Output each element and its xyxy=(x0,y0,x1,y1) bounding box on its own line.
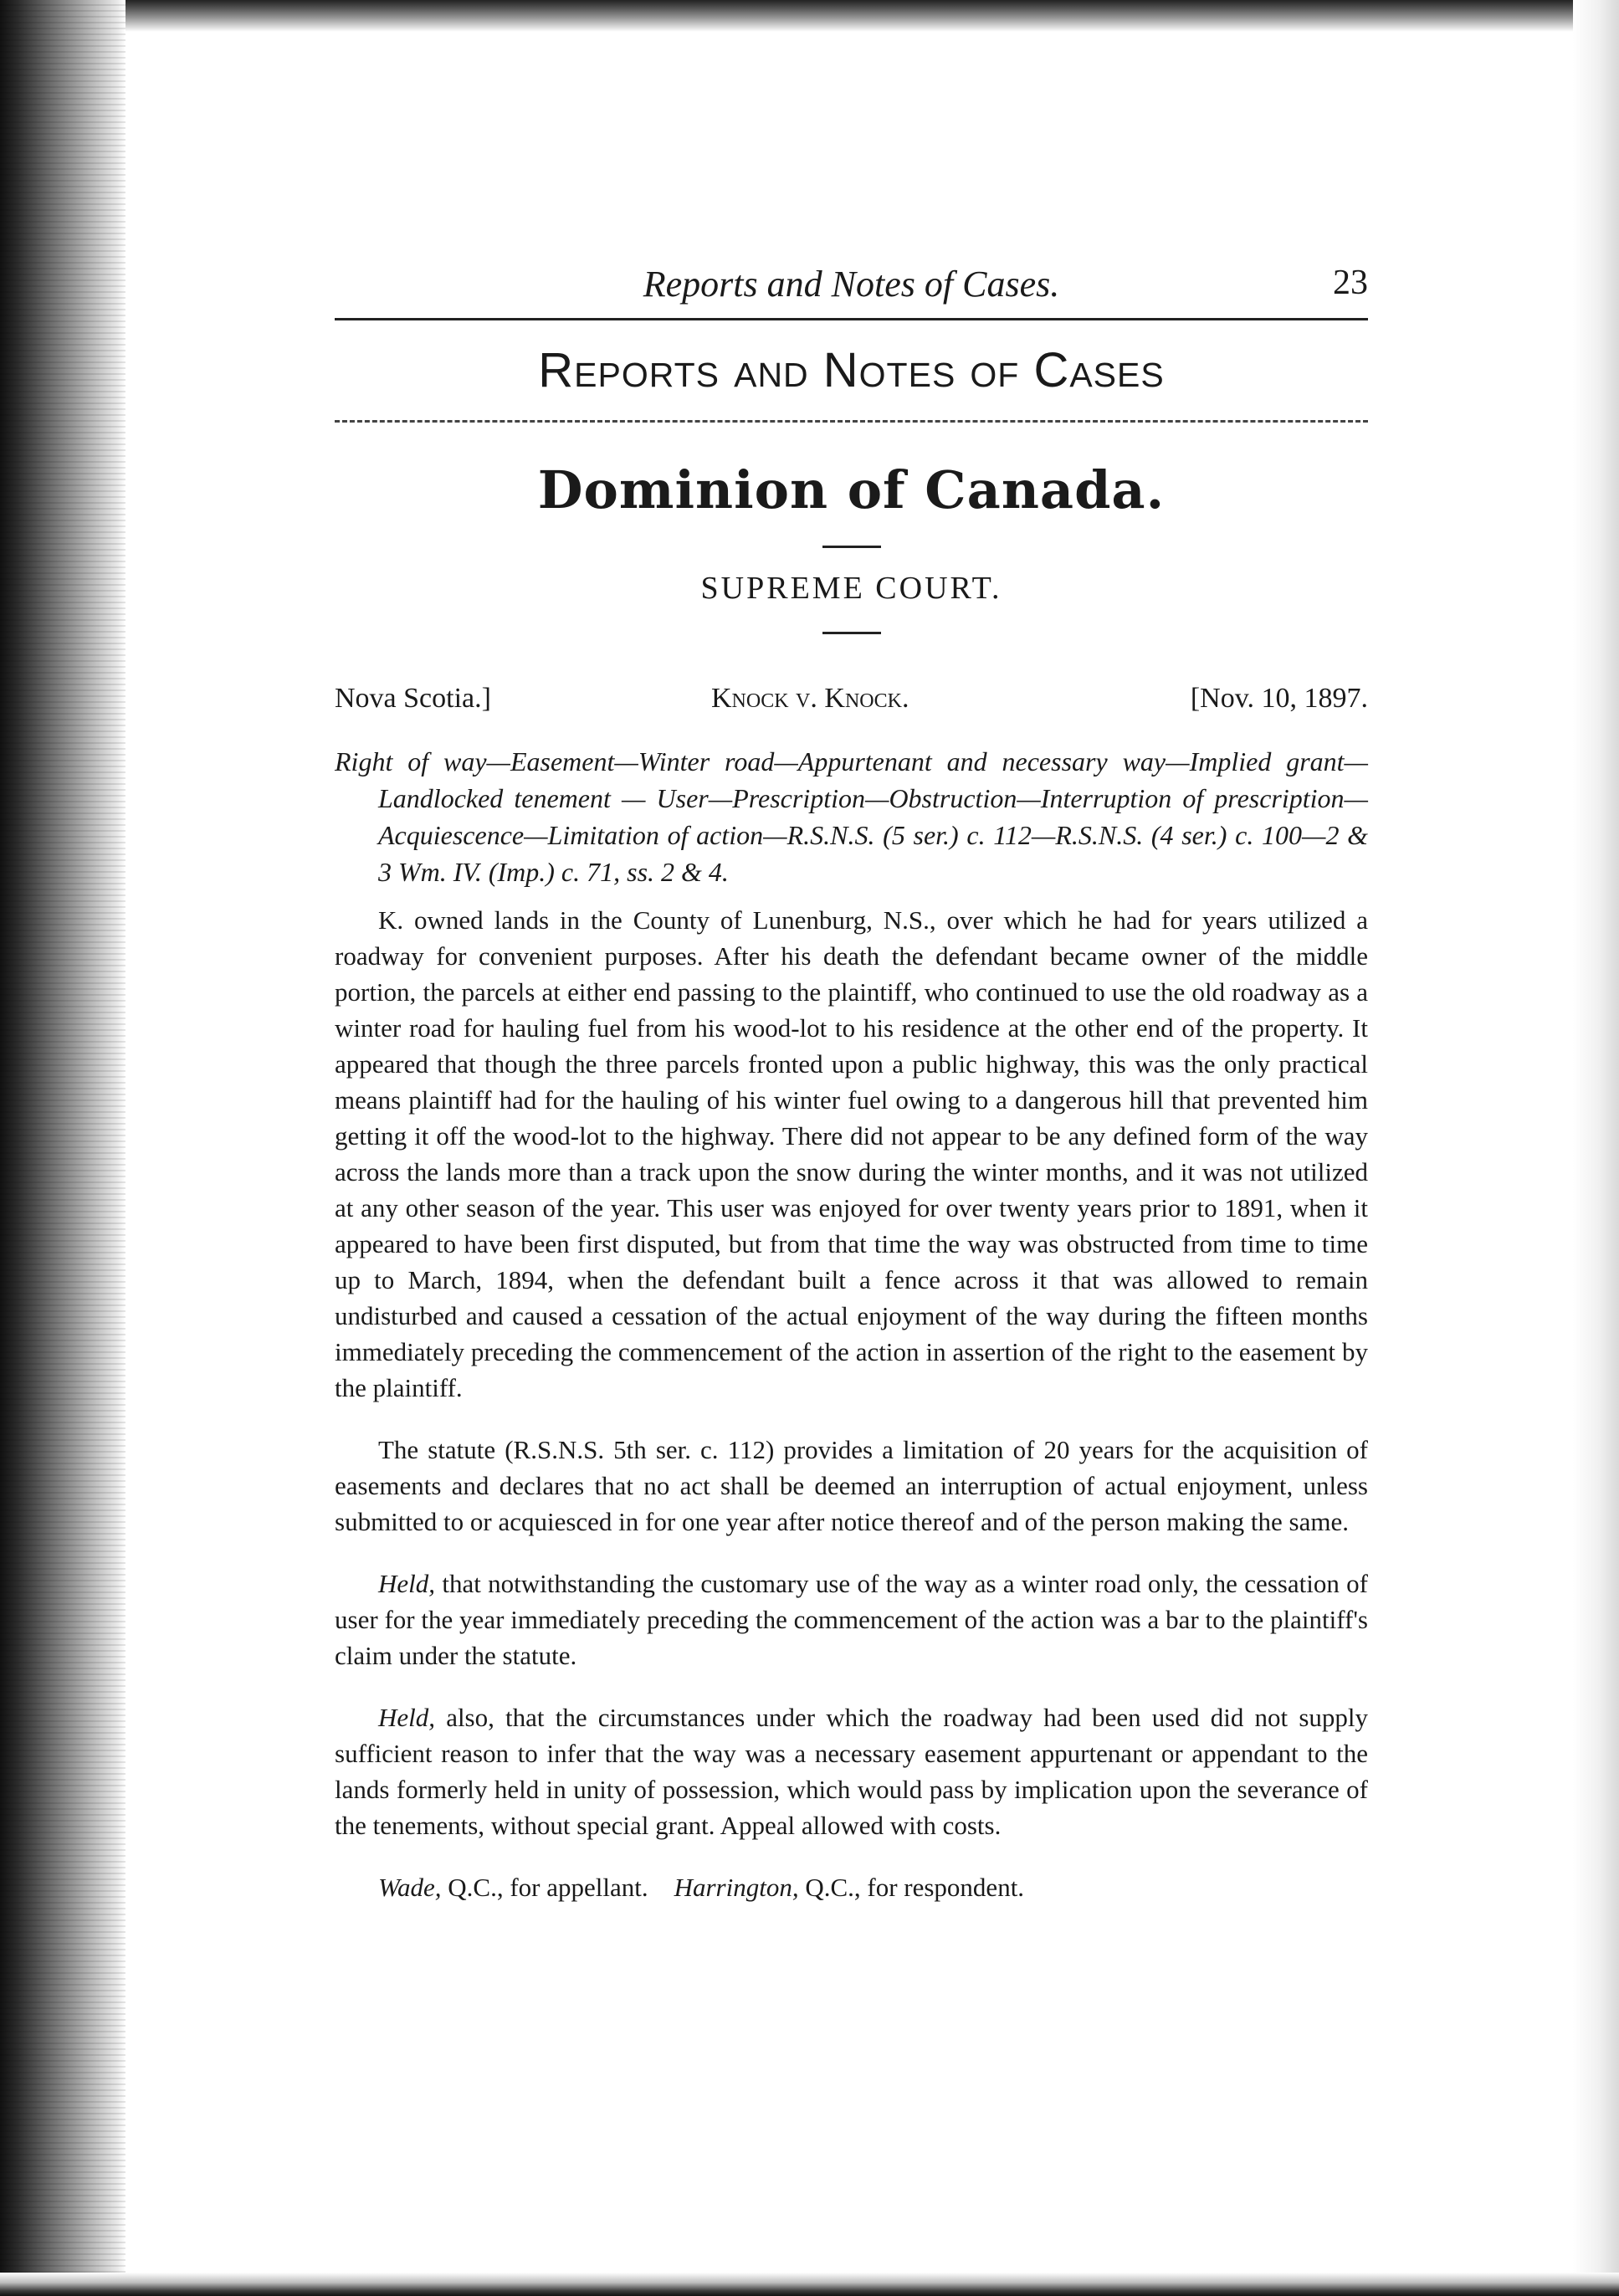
case-date: [Nov. 10, 1897. xyxy=(1190,683,1368,714)
scan-shadow-top xyxy=(126,0,1619,32)
running-head xyxy=(335,251,1368,320)
statute-paragraph: The statute (R.S.N.S. 5th ser. c. 112) provides a limitation of 20 years for the acquisition of easements and declares that no act shall be deemed an interruption of actual enjoyment, unless submitted to or acquiesced in for one year after notice thereof and of the person making the same. xyxy=(335,1435,1368,1536)
scan-shadow-right xyxy=(1573,0,1619,2296)
case-province: Nova Scotia.] xyxy=(335,683,491,714)
held-label: Held, xyxy=(378,1703,436,1732)
respondent-role: Q.C., for respondent. xyxy=(798,1873,1025,1902)
running-title: Reports and Notes of Cases. xyxy=(643,264,1060,305)
respondent-counsel: Harrington, xyxy=(674,1873,799,1902)
case-name: Knock v. Knock. xyxy=(711,683,909,714)
appellant-role: Q.C., for appellant. xyxy=(441,1873,648,1902)
headnote: Right of way—Easement—Winter road—Appurtenant and necessary way—Implied grant—Landlocked tenement — User—Prescription—Obstruction—Interruption of prescription—Acquiescence—Limitation of action—R.S.N.S. (5 ser.) c. 112—R.S.N.S. (4 ser.) c. 100—2 & 3 Wm. IV. (Imp.) c. 71, ss. 2 & 4. xyxy=(335,746,1368,887)
document-page xyxy=(335,251,1368,1931)
appellant-counsel: Wade, xyxy=(378,1873,442,1902)
case-caption xyxy=(335,683,1368,725)
country-heading: Dominion of Canada. xyxy=(537,459,1166,520)
held-text: that notwithstanding the customary use of the way as a winter road only, the cessation of user for the year immediately preceding the commencement of the action was a bar to the plaintiff's claim under the statute. xyxy=(335,1569,1368,1670)
scan-shadow-bottom xyxy=(0,2273,1619,2296)
page-number: 23 xyxy=(1333,264,1368,302)
facts-paragraph: K. owned lands in the County of Lunenburg, N.S., over which he had for years utilized a roadway for convenient purposes. After his death the defendant became owner of the middle portion, the parcels at either end passing to the plaintiff, who continued to use the old roadway as a winter road for hauling fuel from his wood-lot to his residence at the other end of the property. It appeared that though the three parcels fronted upon a public highway, this was the only practical means plaintiff had for the hauling of his winter fuel owing to a dangerous hill that prevented him getting it off the wood-lot to the highway. There did not appear to be any defined form of the way across the lands more than a track upon the snow during the winter months, and it was not utilized at any other season of the year. This user was enjoyed for over twenty years prior to 1891, when it appeared to have been first disputed, but from that time the way was obstructed from time to time up to March, 1894, when the defendant built a fence across it that was allowed to remain undisturbed and caused a cessation of the actual enjoyment of the way during the fifteen months immediately preceding the commencement of the action in assertion of the right to the easement by the plaintiff. xyxy=(335,905,1368,1402)
section-divider xyxy=(335,420,1368,423)
scan-shadow-left xyxy=(0,0,126,2296)
held-label: Held, xyxy=(378,1569,436,1598)
counsel-line xyxy=(335,1869,1368,1905)
holding-paragraph xyxy=(335,1699,1368,1843)
holding-paragraph xyxy=(335,1566,1368,1673)
held-text: also, that the circumstances under which the roadway had been used did not supply sufficient reason to infer that the way was a necessary easement appurtenant or appendant to the lands formerly held in unity of possession, which would pass by implication upon the severance of the tenements, without special grant. Appeal allowed with costs. xyxy=(335,1703,1368,1840)
section-title: Reports and Notes of Cases xyxy=(538,343,1165,397)
short-divider xyxy=(822,632,881,634)
short-divider xyxy=(822,546,881,548)
court-heading: SUPREME COURT. xyxy=(700,571,1002,606)
